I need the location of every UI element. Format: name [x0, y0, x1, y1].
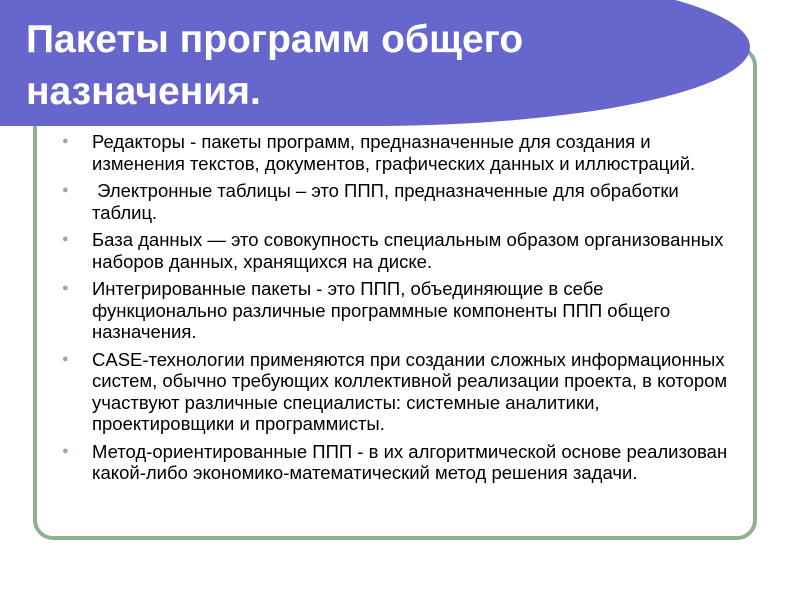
bullet-item: [62, 278, 742, 343]
bullet-text: Редакторы - пакеты программ, предназначенные для создания и изменения текстов, документов, графических данных и иллюстраций.: [92, 131, 696, 174]
bullet-dot-icon: ●: [62, 233, 69, 245]
bullet-text: Метод-ориентированные ППП - в их алгоритмической основе реализован какой-либо экономико-математический метод решения задачи.: [92, 440, 728, 483]
bullet-item: [62, 131, 742, 174]
bullet-item: [62, 180, 742, 223]
bullet-dot-icon: ●: [62, 282, 69, 294]
bullet-item: [62, 229, 742, 272]
bullet-text: База данных — это совокупность специальным образом организованных наборов данных, хранящихся на диске.: [92, 229, 724, 272]
slide-title-line-1: Пакеты программ общего: [26, 18, 524, 61]
bullet-list: [62, 131, 742, 490]
bullet-text: CASE-технологии применяются при создании сложных информационных систем, обычно требующих коллективной реализации проекта, в котором участвуют различные специалисты: системные аналитики, проектировщики и программисты.: [92, 348, 728, 434]
bullet-text: Интегрированные пакеты - это ППП, объединяющие в себе функционально различные программные компоненты ППП общего назначения.: [92, 278, 671, 342]
bullet-item: [62, 441, 742, 484]
bullet-dot-icon: ●: [62, 352, 69, 365]
bullet-dot-icon: ●: [62, 444, 69, 457]
slide-title: [26, 14, 666, 118]
bullet-dot-icon: ●: [62, 184, 69, 196]
bullet-text: Электронные таблицы – это ППП, предназначенные для обработки таблиц.: [92, 180, 684, 223]
bullet-item: [62, 349, 742, 435]
bullet-dot-icon: ●: [62, 135, 69, 147]
slide-title-line-2: назначения.: [26, 70, 261, 113]
